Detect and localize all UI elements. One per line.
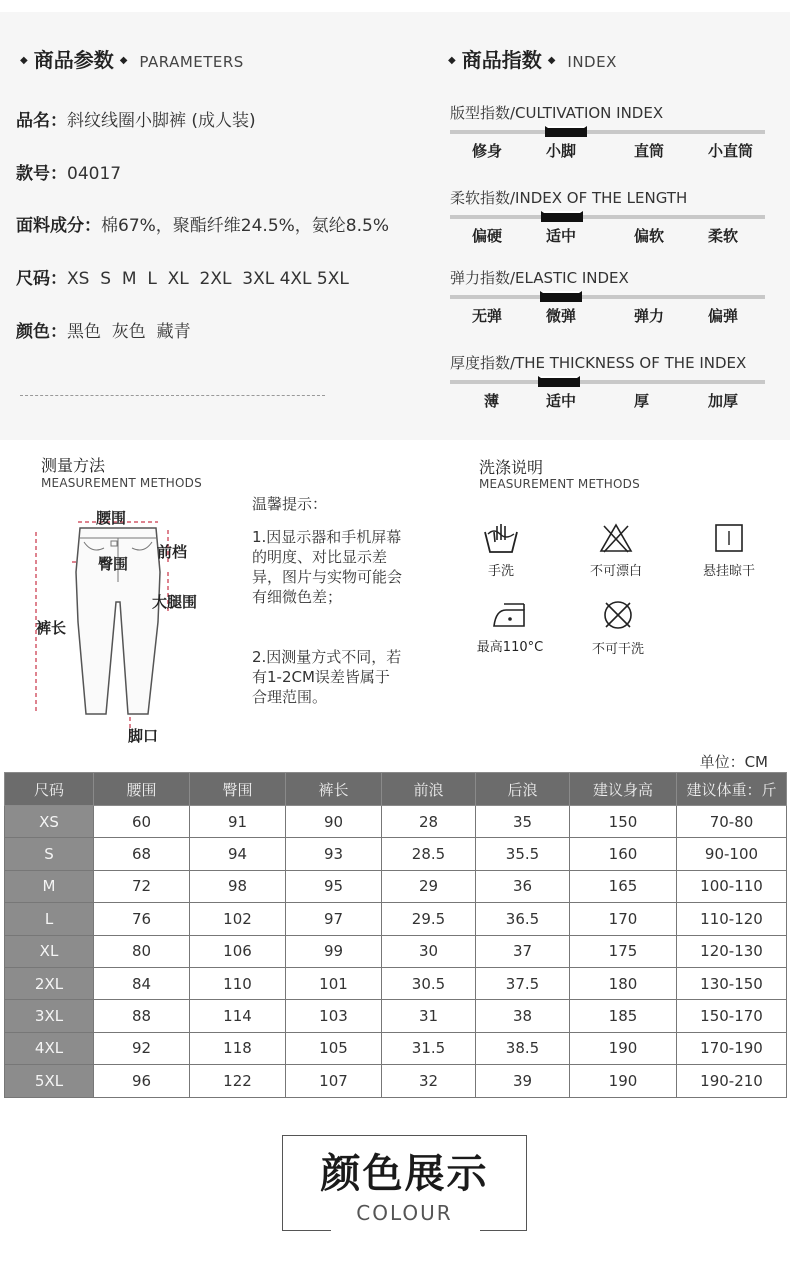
index-cultivation: 版型指数/CULTIVATION INDEX 修身 小脚 直筒 小直筒 — [450, 102, 770, 123]
no-bleach-icon — [598, 522, 634, 554]
table-cell: 110-120 — [677, 903, 787, 935]
table-cell: 90-100 — [677, 838, 787, 870]
table-row — [5, 935, 787, 967]
table-cell: 28 — [382, 806, 476, 838]
wash-hand-wash: 手洗 — [456, 522, 546, 579]
index-bar — [450, 130, 765, 134]
table-cell: 76 — [94, 903, 190, 935]
table-cell: 101 — [286, 967, 382, 999]
table-cell: 100-110 — [677, 870, 787, 902]
table-cell: 102 — [190, 903, 286, 935]
unit-label: 单位：CM — [699, 753, 768, 771]
diamond-icon: ◆ — [20, 55, 28, 66]
table-cell: 68 — [94, 838, 190, 870]
index-subtitle: INDEX — [567, 53, 617, 71]
table-body — [5, 806, 787, 1098]
table-cell: 175 — [570, 935, 677, 967]
table-cell: 32 — [382, 1065, 476, 1097]
table-cell: 160 — [570, 838, 677, 870]
label-front-rise: 前档 — [157, 543, 188, 561]
parameters-title: 商品参数 — [33, 48, 114, 72]
table-cell: 170-190 — [677, 1032, 787, 1064]
label-waist: 腰围 — [96, 509, 127, 527]
index-bar — [450, 295, 765, 299]
table-cell: 98 — [190, 870, 286, 902]
table-row — [5, 1032, 787, 1064]
index-marker — [541, 211, 583, 222]
table-row — [5, 1000, 787, 1032]
table-cell: 114 — [190, 1000, 286, 1032]
table-cell: 118 — [190, 1032, 286, 1064]
index-title: 商品指数 — [461, 48, 542, 72]
table-cell: 110 — [190, 967, 286, 999]
wash-iron: 最高110°C — [465, 600, 555, 655]
index-thickness: 厚度指数/THE THICKNESS OF THE INDEX 薄 适中 厚 加厚 — [450, 352, 770, 373]
table-row — [5, 838, 787, 870]
diamond-icon: ◆ — [547, 55, 556, 66]
table-cell: 99 — [286, 935, 382, 967]
table-cell: 31.5 — [382, 1032, 476, 1064]
table-cell: 60 — [94, 806, 190, 838]
measurement-subtitle: MEASUREMENT METHODS — [41, 476, 202, 490]
tips-title: 温馨提示： — [252, 495, 328, 513]
table-cell: 106 — [190, 935, 286, 967]
table-row — [5, 903, 787, 935]
table-row — [5, 967, 787, 999]
tip-1: 1.因显示器和手机屏幕的明度、对比显示差异，图片与实物可能会有细微色差； — [252, 528, 403, 606]
table-cell: 35 — [476, 806, 570, 838]
parameters-subtitle: PARAMETERS — [139, 53, 244, 71]
param-row-fabric: 面料成分：棉67%，聚酯纤维24.5%，氨纶8.5% — [16, 216, 389, 236]
table-cell: 31 — [382, 1000, 476, 1032]
table-cell: 190 — [570, 1065, 677, 1097]
table-cell: 190 — [570, 1032, 677, 1064]
table-cell: 96 — [94, 1065, 190, 1097]
size-cell: 5XL — [5, 1065, 94, 1097]
table-cell: 91 — [190, 806, 286, 838]
table-cell: 105 — [286, 1032, 382, 1064]
index-bar — [450, 215, 765, 219]
table-row — [5, 806, 787, 838]
table-cell: 35.5 — [476, 838, 570, 870]
wash-no-bleach: 不可漂白 — [571, 522, 661, 579]
size-cell: M — [5, 870, 94, 902]
table-cell: 122 — [190, 1065, 286, 1097]
size-cell: XL — [5, 935, 94, 967]
index-heading — [442, 44, 617, 73]
table-cell: 38 — [476, 1000, 570, 1032]
table-header: 尺码 腰围 臀围 裤长 前浪 后浪 建议身高 建议体重：斤 — [5, 773, 787, 806]
tip-2: 2.因测量方式不同，若有1-2CM误差皆属于合理范围。 — [252, 648, 402, 706]
colour-title: 颜色展示 — [320, 1151, 489, 1197]
no-dry-clean-icon — [600, 598, 636, 632]
table-cell: 165 — [570, 870, 677, 902]
table-cell: 80 — [94, 935, 190, 967]
size-table — [4, 772, 787, 1098]
table-cell: 107 — [286, 1065, 382, 1097]
measurement-title: 测量方法 — [41, 456, 106, 475]
parameters-heading — [14, 44, 244, 73]
size-cell: L — [5, 903, 94, 935]
size-cell: 2XL — [5, 967, 94, 999]
table-cell: 95 — [286, 870, 382, 902]
table-row — [5, 1065, 787, 1097]
table-cell: 92 — [94, 1032, 190, 1064]
table-cell: 84 — [94, 967, 190, 999]
table-cell: 38.5 — [476, 1032, 570, 1064]
table-cell: 185 — [570, 1000, 677, 1032]
table-cell: 170 — [570, 903, 677, 935]
index-softness: 柔软指数/INDEX OF THE LENGTH 偏硬 适中 偏软 柔软 — [450, 187, 770, 208]
wash-no-dry-clean: 不可干洗 — [573, 598, 663, 657]
table-cell: 97 — [286, 903, 382, 935]
label-hip: 臀围 — [98, 555, 129, 573]
size-cell: 3XL — [5, 1000, 94, 1032]
table-cell: 180 — [570, 967, 677, 999]
table-cell: 120-130 — [677, 935, 787, 967]
param-row-sizes: 尺码：XS S M L XL 2XL 3XL 4XL 5XL — [16, 269, 349, 289]
table-cell: 29.5 — [382, 903, 476, 935]
table-cell: 37.5 — [476, 967, 570, 999]
washing-title: 洗涤说明 — [479, 458, 544, 477]
table-cell: 150 — [570, 806, 677, 838]
table-cell: 30.5 — [382, 967, 476, 999]
table-cell: 29 — [382, 870, 476, 902]
table-cell: 90 — [286, 806, 382, 838]
table-cell: 130-150 — [677, 967, 787, 999]
label-thigh: 大腿围 — [152, 593, 198, 611]
iron-icon — [490, 600, 530, 630]
table-cell: 103 — [286, 1000, 382, 1032]
index-elastic: 弹力指数/ELASTIC INDEX 无弹 微弹 弹力 偏弹 — [450, 267, 770, 288]
table-cell: 36 — [476, 870, 570, 902]
table-cell: 93 — [286, 838, 382, 870]
index-bar — [450, 380, 765, 384]
table-cell: 37 — [476, 935, 570, 967]
size-cell: XS — [5, 806, 94, 838]
size-cell: 4XL — [5, 1032, 94, 1064]
table-cell: 94 — [190, 838, 286, 870]
washing-subtitle: MEASUREMENT METHODS — [479, 477, 640, 491]
label-leg-opening: 脚口 — [128, 727, 159, 745]
index-marker — [538, 376, 580, 387]
index-marker — [540, 291, 582, 302]
table-cell: 72 — [94, 870, 190, 902]
index-marker — [545, 126, 587, 137]
param-row-style-no: 款号：04017 — [16, 164, 122, 184]
table-cell: 190-210 — [677, 1065, 787, 1097]
table-cell: 150-170 — [677, 1000, 787, 1032]
param-row-name: 品名：斜纹线圈小脚裤 (成人装) — [16, 111, 256, 131]
table-cell: 39 — [476, 1065, 570, 1097]
table-cell: 36.5 — [476, 903, 570, 935]
colour-subtitle: COLOUR — [356, 1201, 453, 1225]
table-cell: 88 — [94, 1000, 190, 1032]
table-row — [5, 870, 787, 902]
size-cell: S — [5, 838, 94, 870]
label-length: 裤长 — [36, 619, 67, 637]
table-cell: 70-80 — [677, 806, 787, 838]
diamond-icon: ◆ — [448, 55, 456, 66]
param-row-colors: 颜色：黑色 灰色 藏青 — [16, 322, 191, 342]
table-cell: 30 — [382, 935, 476, 967]
table-cell: 28.5 — [382, 838, 476, 870]
hand-wash-icon — [482, 522, 520, 554]
hang-dry-icon — [714, 522, 744, 554]
dashed-divider — [20, 395, 325, 396]
wash-hang-dry: 悬挂晾干 — [684, 522, 774, 579]
diamond-icon: ◆ — [119, 55, 128, 66]
